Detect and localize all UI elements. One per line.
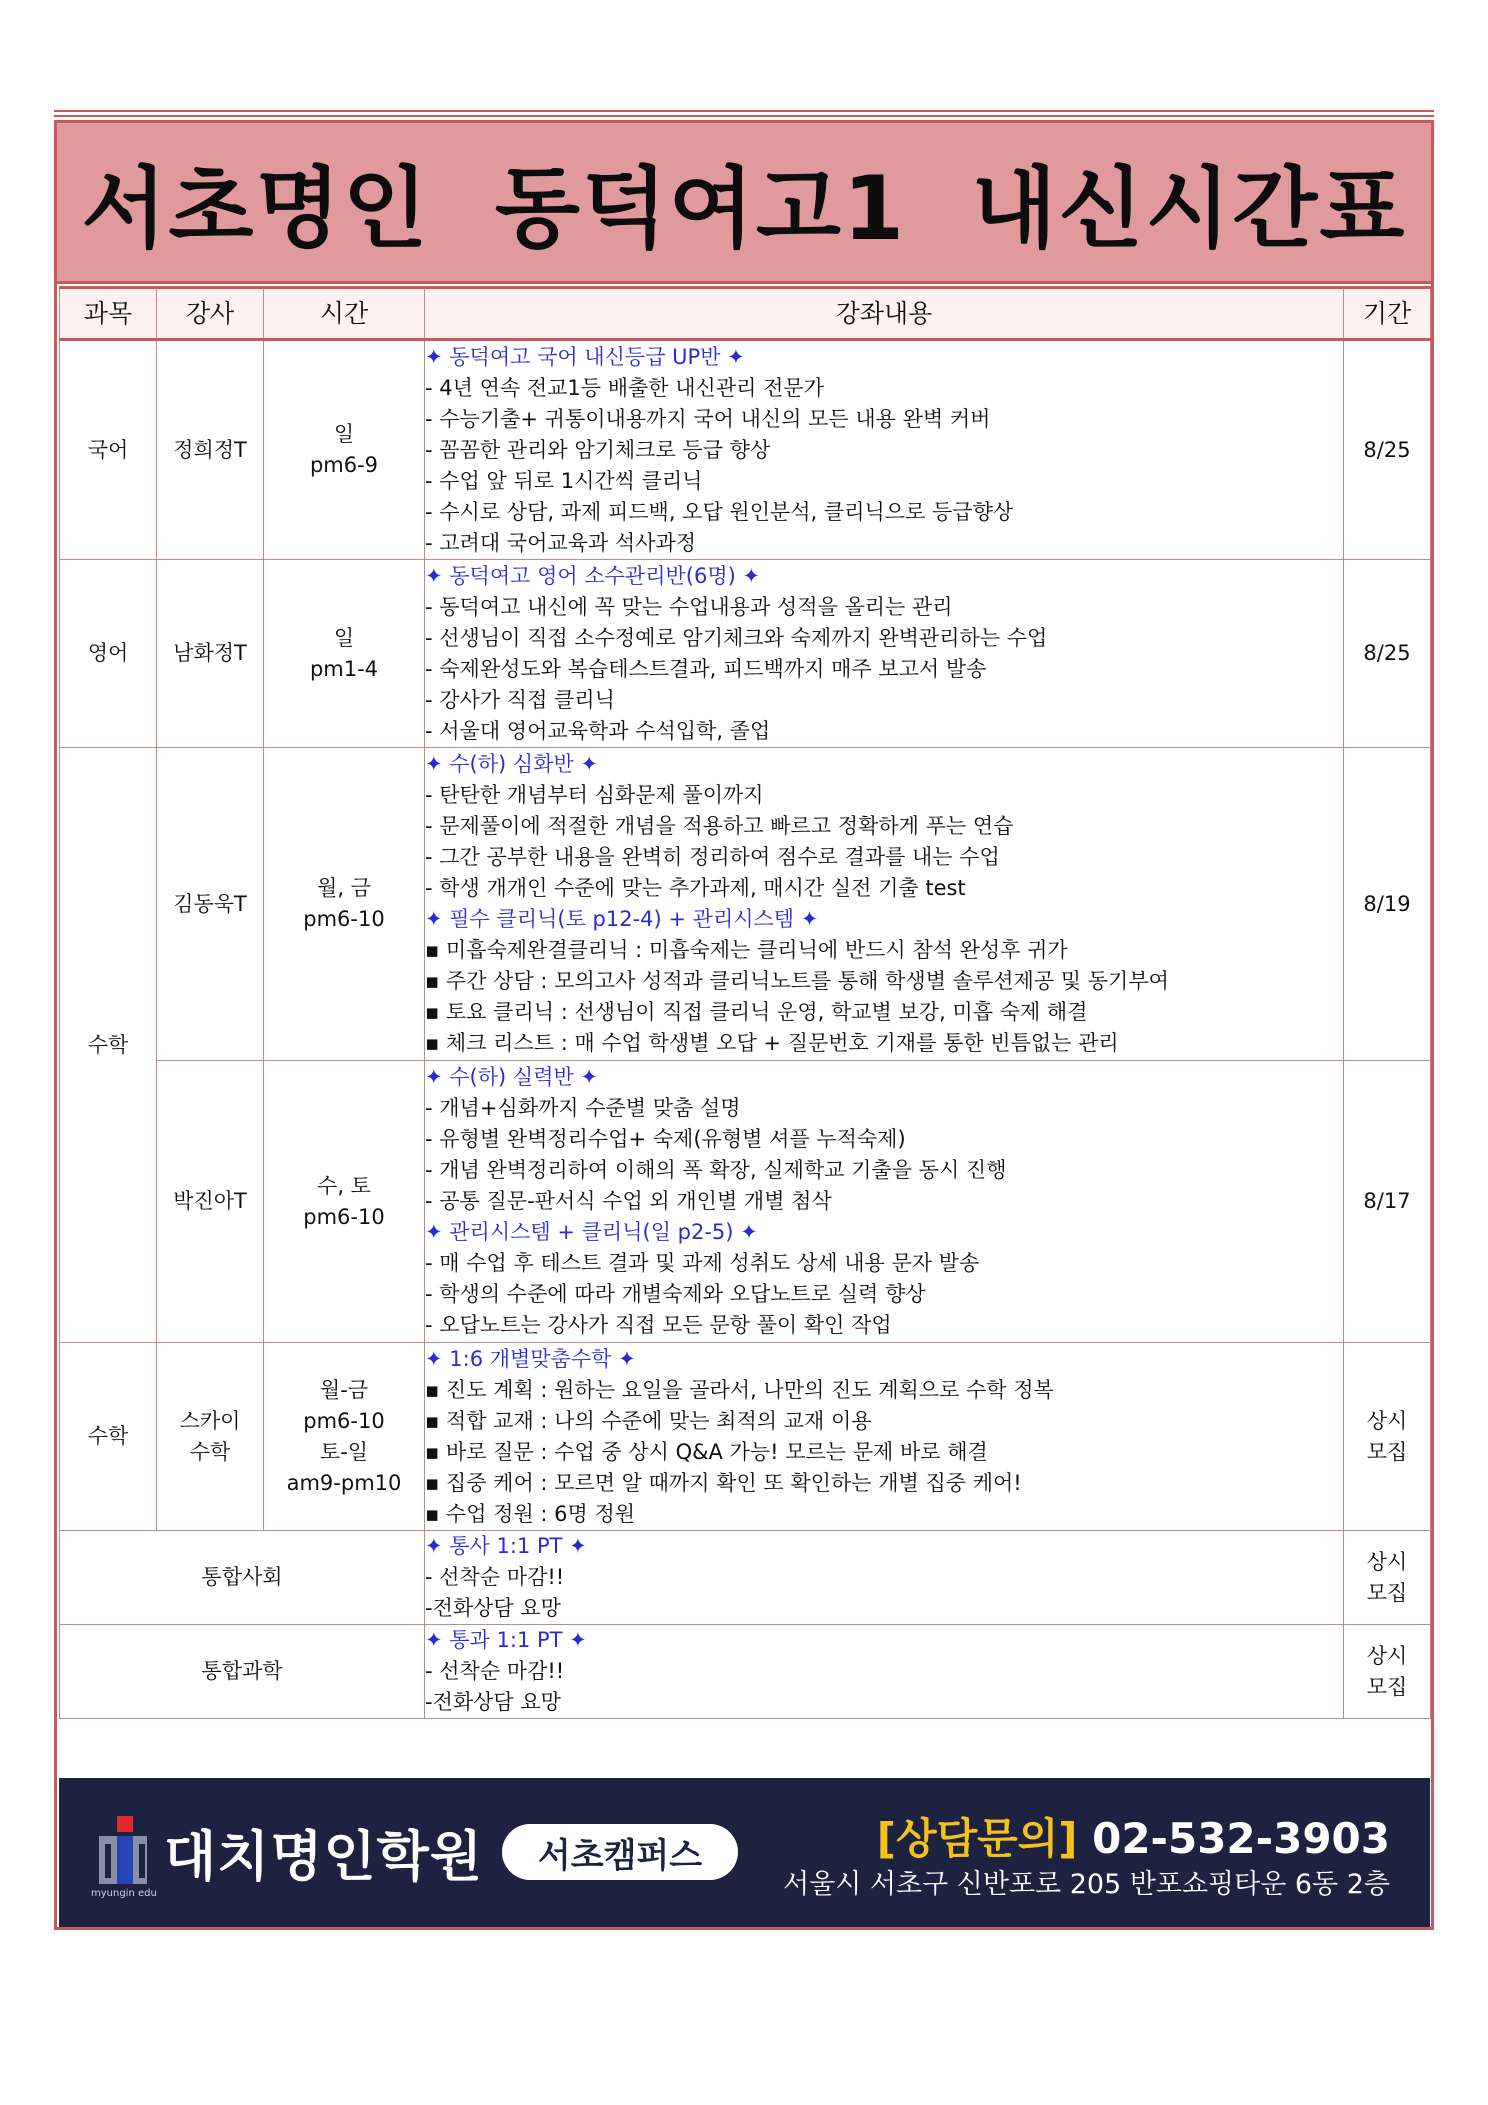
teacher-cell: 박진아T <box>157 1061 264 1343</box>
table-row <box>60 748 1431 1061</box>
time-line: 일 <box>333 625 355 650</box>
period-line: 모집 <box>1366 1580 1408 1605</box>
teacher-cell: 남화정T <box>157 560 264 748</box>
content-line: - 공통 질문-판서식 수업 외 개인별 개별 첨삭 <box>425 1189 832 1213</box>
header-teacher: 강사 <box>157 288 264 340</box>
content-line: ▪ 미흡숙제완결클리닉 : 미흡숙제는 클리닉에 반드시 참석 완성후 귀가 <box>425 938 1068 962</box>
content-line: - 그간 공부한 내용을 완벽히 정리하여 점수로 결과를 내는 수업 <box>425 845 1000 869</box>
content-line: - 수능기출+ 귀통이내용까지 국어 내신의 모든 내용 완벽 커버 <box>425 406 991 431</box>
content-line: - 선생님이 직접 소수정예로 암기체크와 숙제까지 완벽관리하는 수업 <box>425 625 1048 650</box>
time-line: am9-pm10 <box>286 1470 402 1495</box>
course-heading: ✦ 수(하) 실력반 ✦ <box>425 1065 599 1089</box>
period-cell <box>1344 1625 1431 1719</box>
time-line: 토-일 <box>319 1439 369 1464</box>
course-heading: ✦ 통사 1:1 PT ✦ <box>425 1534 587 1558</box>
table-row <box>60 340 1431 560</box>
course-heading: ✦ 수(하) 심화반 ✦ <box>425 752 599 776</box>
subject-cell: 영어 <box>60 560 157 748</box>
time-cell <box>264 1343 425 1531</box>
timetable-frame <box>54 120 1434 1930</box>
period-cell <box>1344 1343 1431 1531</box>
time-line: 월, 금 <box>317 876 371 900</box>
content-line: - 학생 개개인 수준에 맞는 추가과제, 매시간 실전 기출 test <box>425 876 966 900</box>
content-line: - 오답노트는 강사가 직접 모든 문항 풀이 확인 작업 <box>425 1313 892 1337</box>
content-cell <box>425 1625 1344 1719</box>
header-period: 기간 <box>1344 288 1431 340</box>
course-heading: ✦ 동덕여고 국어 내신등급 UP반 ✦ <box>425 344 745 369</box>
time-line: pm6-9 <box>309 453 379 477</box>
time-line: pm6-10 <box>303 1204 385 1229</box>
subject-cell: 통합과학 <box>60 1625 425 1719</box>
content-cell <box>425 1531 1344 1625</box>
period-line: 모집 <box>1366 1674 1408 1699</box>
contact-phone[interactable]: 02-532-3903 <box>1092 1814 1390 1863</box>
period-cell <box>1344 1531 1431 1625</box>
table-row <box>60 1531 1431 1625</box>
contact-label: [상담문의] <box>876 1814 1078 1863</box>
subject-cell: 수학 <box>60 1343 157 1531</box>
logo-subtext: myungin edu <box>91 1888 157 1899</box>
content-line: - 문제풀이에 적절한 개념을 적용하고 빠르고 정확하게 푸는 연습 <box>425 814 1014 838</box>
period-cell: 8/19 <box>1344 748 1431 1061</box>
content-cell <box>425 748 1344 1061</box>
header-time: 시간 <box>264 288 425 340</box>
content-line: - 개념+심화까지 수준별 맞춤 설명 <box>425 1096 741 1120</box>
time-line: 일 <box>333 422 355 446</box>
course-heading: ✦ 필수 클리닉(토 p12-4) + 관리시스템 ✦ <box>425 907 819 931</box>
header-content: 강좌내용 <box>425 288 1344 340</box>
period-cell: 8/25 <box>1344 340 1431 560</box>
header-row <box>60 288 1431 340</box>
time-cell <box>264 340 425 560</box>
content-line: - 숙제완성도와 복습테스트결과, 피드백까지 매주 보고서 발송 <box>425 656 987 681</box>
subject-cell: 국어 <box>60 340 157 560</box>
content-line: - 서울대 영어교육학과 수석입학, 졸업 <box>425 718 771 743</box>
content-line: - 매 수업 후 테스트 결과 및 과제 성취도 상세 내용 문자 발송 <box>425 1251 980 1275</box>
time-cell <box>264 1061 425 1343</box>
content-line: ▪ 진도 계획 : 원하는 요일을 골라서, 나만의 진도 계획으로 수학 정복 <box>425 1377 1054 1402</box>
header-subject: 과목 <box>60 288 157 340</box>
time-line: pm6-10 <box>303 1408 385 1433</box>
content-line: - 꼼꼼한 관리와 암기체크로 등급 향상 <box>425 437 771 462</box>
teacher-cell: 김동욱T <box>157 748 264 1061</box>
period-line: 모집 <box>1366 1439 1408 1464</box>
teacher-cell: 정희정T <box>157 340 264 560</box>
title-bar <box>57 123 1431 284</box>
content-cell <box>425 340 1344 560</box>
content-line: ▪ 토요 클리닉 : 선생님이 직접 클리닉 운영, 학교별 보강, 미흡 숙제 해결 <box>425 1000 1088 1024</box>
content-line: - 동덕여고 내신에 꼭 맞는 수업내용과 성적을 올리는 관리 <box>425 594 953 619</box>
teacher-cell <box>157 1343 264 1531</box>
content-line: - 수업 앞 뒤로 1시간씩 클리닉 <box>425 468 703 493</box>
period-line: 상시 <box>1366 1643 1408 1668</box>
table-row <box>60 1061 1431 1343</box>
content-line: ▪ 적합 교재 : 나의 수준에 맞는 최적의 교재 이용 <box>425 1408 872 1433</box>
content-line: -전화상담 요망 <box>425 1596 561 1620</box>
time-line: 수, 토 <box>317 1173 371 1198</box>
campus-badge: 서초캠퍼스 <box>502 1824 738 1880</box>
time-line: 월-금 <box>319 1377 369 1402</box>
time-cell <box>264 748 425 1061</box>
content-line: - 선착순 마감!! <box>425 1659 565 1683</box>
top-rule <box>54 115 1434 117</box>
period-cell: 8/25 <box>1344 560 1431 748</box>
content-cell <box>425 560 1344 748</box>
footer-banner <box>59 1778 1430 1927</box>
content-line: ▪ 주간 상담 : 모의고사 성적과 클리닉노트를 통해 학생별 솔루션제공 및 동기부여 <box>425 969 1169 993</box>
course-heading: ✦ 관리시스템 + 클리닉(일 p2-5) ✦ <box>425 1220 758 1244</box>
course-heading: ✦ 1:6 개별맞춤수학 ✦ <box>425 1346 636 1371</box>
content-line: - 수시로 상담, 과제 피드백, 오답 원인분석, 클리닉으로 등급향상 <box>425 499 1014 524</box>
time-line: pm6-10 <box>303 907 385 931</box>
time-line: pm1-4 <box>309 656 379 681</box>
content-line: - 학생의 수준에 따라 개별숙제와 오답노트로 실력 향상 <box>425 1282 926 1306</box>
period-cell: 8/17 <box>1344 1061 1431 1343</box>
teacher-line: 스카이 <box>179 1408 241 1433</box>
content-line: - 고려대 국어교육과 석사과정 <box>425 530 697 555</box>
subject-cell: 통합사회 <box>60 1531 425 1625</box>
content-line: - 유형별 완벽정리수업+ 숙제(유형별 셔플 누적숙제) <box>425 1127 906 1151</box>
content-line: -전화상담 요망 <box>425 1690 561 1714</box>
course-heading: ✦ 동덕여고 영어 소수관리반(6명) ✦ <box>425 563 761 588</box>
table-row <box>60 1625 1431 1719</box>
subject-cell: 수학 <box>60 748 157 1343</box>
content-line: ▪ 집중 케어 : 모르면 알 때까지 확인 또 확인하는 개별 집중 케어! <box>425 1470 1022 1495</box>
period-line: 상시 <box>1366 1549 1408 1574</box>
timetable <box>59 286 1431 1719</box>
content-line: - 4년 연속 전교1등 배출한 내신관리 전문가 <box>425 375 824 400</box>
course-heading: ✦ 통과 1:1 PT ✦ <box>425 1628 587 1652</box>
page-title: 서초명인 동덕여고1 내신시간표 <box>81 157 1407 260</box>
content-line: - 탄탄한 개념부터 심화문제 풀이까지 <box>425 783 764 807</box>
content-line: - 강사가 직접 클리닉 <box>425 687 615 712</box>
table-row <box>60 1343 1431 1531</box>
teacher-line: 수학 <box>189 1439 231 1464</box>
content-line: - 선착순 마감!! <box>425 1565 565 1589</box>
content-line: ▪ 수업 정원 : 6명 정원 <box>425 1501 636 1526</box>
table-row <box>60 560 1431 748</box>
time-cell <box>264 560 425 748</box>
content-cell <box>425 1061 1344 1343</box>
address-text: 서울시 서초구 신반포로 205 반포쇼핑타운 6동 2층 <box>783 1869 1390 1900</box>
top-rule <box>54 110 1434 112</box>
content-cell <box>425 1343 1344 1531</box>
academy-logo-icon <box>97 1816 149 1886</box>
brand-name: 대치명인학원 <box>164 1825 483 1888</box>
period-line: 상시 <box>1366 1408 1408 1433</box>
contact-line <box>877 1806 1390 1866</box>
content-line: - 개념 완벽정리하여 이해의 폭 확장, 실제학교 기출을 동시 진행 <box>425 1158 1007 1182</box>
content-line: ▪ 체크 리스트 : 매 수업 학생별 오답 + 질문번호 기재를 통한 빈틈없는 관리 <box>425 1031 1119 1055</box>
content-line: ▪ 바로 질문 : 수업 중 상시 Q&A 가능! 모르는 문제 바로 해결 <box>425 1439 988 1464</box>
